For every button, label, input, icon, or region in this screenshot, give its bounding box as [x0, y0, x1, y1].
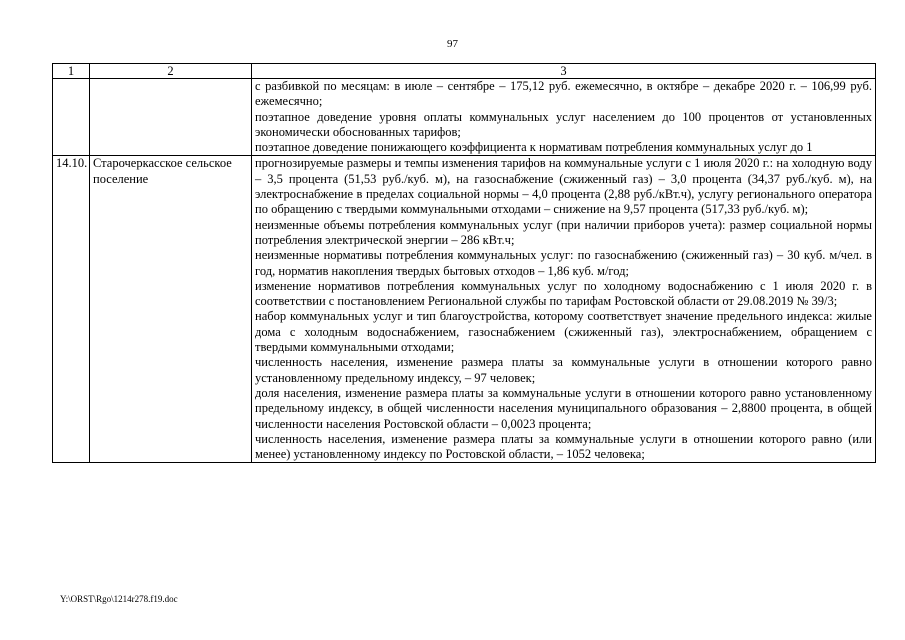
- description-paragraph: поэтапное доведение понижающего коэффициента к нормативам потребления коммунальных услуг до 1: [255, 140, 813, 155]
- page-number: 97: [447, 38, 458, 50]
- description-paragraph: поэтапное доведение уровня оплаты коммунальных услуг населением до 100 процентов от установленных экономически обоснованных тарифов;: [255, 109, 872, 139]
- table-body: [53, 64, 876, 463]
- file-path-footer: Y:\ORST\Rgo\1214r278.f19.doc: [60, 594, 178, 604]
- column-header-1: 1: [53, 64, 90, 79]
- table-row: [53, 79, 876, 156]
- description-paragraph: прогнозируемые размеры и темпы изменения тарифов на коммунальные услуги с 1 июля 2020 г.: на холодную воду – 3,5 процента (51,53 руб./куб. м), на газоснабжение (сжиженный газ) – 3,0 процента (34,37 руб./куб. м), на электроснабжение в пределах социальной нормы – 4,0 процента (2,88 руб./кВт.ч), услугу регионального оператора по обращению с твердыми коммунальными отходами – снижение на 9,57 процента (517,33 руб./куб. м);: [255, 156, 872, 217]
- column-header-2: 2: [90, 64, 252, 79]
- table-row: [53, 156, 876, 463]
- description-paragraph: изменение нормативов потребления коммунальных услуг по холодному водоснабжению с 1 июля 2020 г. в соответствии с постановлением Региональной службы по тарифам Ростовской области от 29.08.2019 № 39/3;: [255, 278, 872, 309]
- row-number-cell: 14.10.: [53, 156, 90, 463]
- table-header-row: [53, 64, 876, 79]
- description-paragraph: неизменные объемы потребления коммунальных услуг (при наличии приборов учета): размер социальной нормы потребления электрической энергии – 286 кВт.ч;: [255, 217, 872, 247]
- municipality-name-cell: [90, 79, 252, 156]
- description-paragraph: численность населения, изменение размера платы за коммунальные услуги в отношении которого равно установленному предельному индексу, – 97 человек;: [255, 355, 872, 385]
- description-paragraph: численность населения, изменение размера платы за коммунальные услуги в отношении которого равно (или менее) установленному индексу по Ростовской области, – 1052 человека;: [255, 431, 872, 462]
- description-cell: [252, 79, 876, 156]
- document-table: [52, 63, 876, 463]
- description-cell: [252, 156, 876, 463]
- municipality-name-cell: Старочеркасское сельское поселение: [90, 156, 252, 463]
- description-paragraph: неизменные нормативы потребления коммунальных услуг: по газоснабжению (сжиженный газ) – 30 куб. м/чел. в год, норматив накопления твердых бытовых отходов – 1,86 куб. м/год;: [255, 248, 872, 278]
- column-header-3: 3: [252, 64, 876, 79]
- description-paragraph: набор коммунальных услуг и тип благоустройства, которому соответствует значение предельного индекса: жилые дома с холодным водоснабжением, газоснабжением (сжиженный газ), электроснабжением, обращением с твердыми коммунальными отходами;: [255, 309, 872, 355]
- row-number-cell: [53, 79, 90, 156]
- description-paragraph: с разбивкой по месяцам: в июле – сентябре – 175,12 руб. ежемесячно, в октябре – декабре 2020 г. – 106,99 руб. ежемесячно;: [255, 79, 872, 109]
- description-paragraph: доля населения, изменение размера платы за коммунальные услуги в отношении которого равно установленному предельному индексу, в общей численности населения муниципального образования – 2,8800 процента, в общей численности населения Ростовской области – 0,0023 процента;: [255, 385, 872, 431]
